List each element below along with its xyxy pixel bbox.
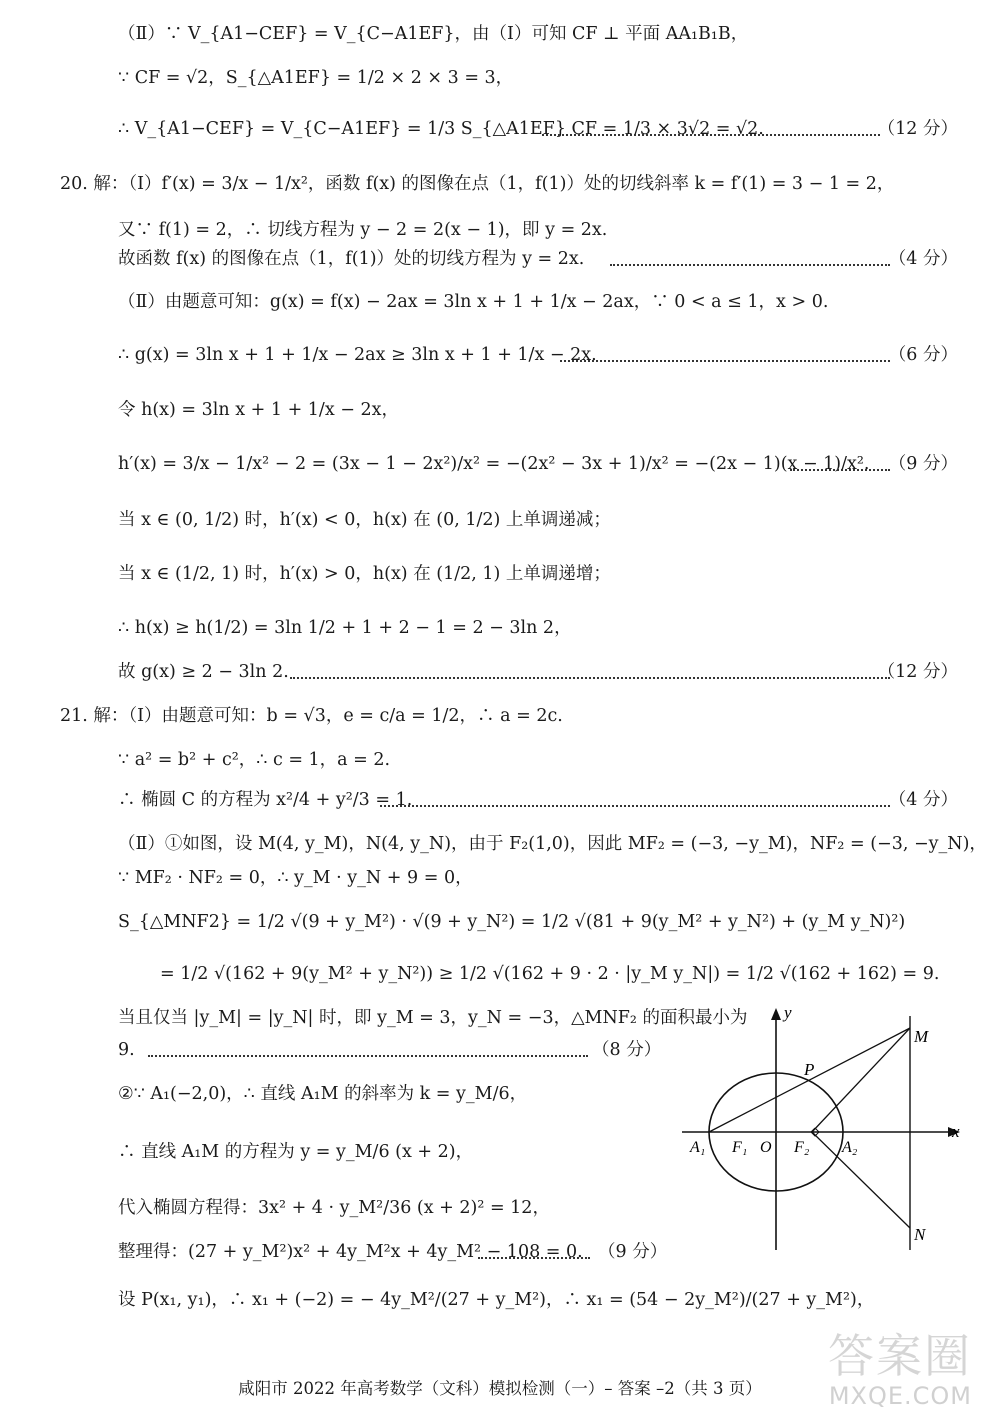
y-axis-arrow [771,1008,781,1020]
label-f2: F₂ [794,1139,810,1156]
line-13: ∴ h(x) ≥ h(1/2) = 3ln 1/2 + 1 + 2 − 1 = 2 − 3ln 2， [118,618,572,638]
line-28: 设 P(x₁, y₁)，∴ x₁ + (−2) = − 4y_M²/(27 + y_M²)，∴ x₁ = (54 − 2y_M²)/(27 + y_M²)， [118,1290,875,1310]
leader-dots [610,264,890,266]
line-16: ∵ a² = b² + c²，∴ c = 1，a = 2. [118,750,391,770]
watermark-text: 答案圈 [828,1329,972,1383]
leader-dots [380,805,890,807]
score-6: （6 分） [888,345,958,365]
line-21: = 1/2 √(162 + 9(y_M² + y_N²)) ≥ 1/2 √(162 + 9 · 2 · |y_M y_N|) = 1/2 √(162 + 162) = 9. [160,964,940,984]
score-9-b: （9 分） [598,1242,668,1262]
line-18: （Ⅱ）①如图，设 M(4, y_M)，N(4, y_N)，由于 F₂(1,0)，因此 MF₂ = (−3, −y_M)，NF₂ = (−3, −y_N)， [118,834,987,854]
label-n: N [914,1225,926,1244]
line-2: ∵ CF = √2，S_{△A1EF} = 1/2 × 2 × 3 = 3， [118,68,514,88]
line-22: 当且仅当 |y_M| = |y_N| 时，即 y_M = 3，y_N = −3，△MNF₂ 的面积最小为 [118,1008,748,1028]
line-20: S_{△MNF2} = 1/2 √(9 + y_M²) · √(9 + y_N²) = 1/2 √(81 + 9(y_M² + y_N²) + (y_M y_N)²) [118,912,906,932]
line-19: ∵ MF₂ · NF₂ = 0，∴ y_M · y_N + 9 = 0， [118,868,473,888]
line-25: ∴ 直线 A₁M 的方程为 y = y_M/6 (x + 2)， [118,1142,474,1162]
leader-dots [790,469,890,471]
label-m: M [914,1027,929,1046]
line-f2-n [812,1132,910,1228]
line-6: 故函数 f(x) 的图像在点（1，f(1)）处的切线方程为 y = 2x. [118,249,585,269]
line-f2-m [812,1028,910,1132]
label-f1: F₁ [732,1139,748,1156]
line-10: h′(x) = 3/x − 1/x² − 2 = (3x − 1 − 2x²)/x² = −(2x² − 3x + 1)/x² = −(2x − 1)(x − 1)/x². [118,454,870,474]
score-9-a: （9 分） [888,454,958,474]
line-17: ∴ 椭圆 C 的方程为 x²/4 + y²/3 = 1. [118,790,413,810]
line-5: 又∵ f(1) = 2，∴ 切线方程为 y − 2 = 2(x − 1)，即 y = 2x. [118,220,608,240]
label-y: y [784,1003,792,1022]
line-23: 9. [118,1040,135,1060]
line-7: （Ⅱ）由题意可知：g(x) = f(x) − 2ax = 3ln x + 1 + 1/x − 2ax，∵ 0 < a ≤ 1，x > 0. [118,292,829,312]
line-11: 当 x ∈ (0, 1/2) 时，h′(x) < 0，h(x) 在 (0, 1/2) 上单调递减； [118,510,611,530]
leader-dots [478,1257,590,1259]
line-3: ∴ V_{A1−CEF} = V_{C−A1EF} = 1/3 S_{△A1EF} CF = 1/3 × 3√2 = √2. [118,119,764,139]
line-9: 令 h(x) = 3ln x + 1 + 1/x − 2x， [118,400,399,420]
label-o: O [760,1139,772,1156]
line-12: 当 x ∈ (1/2, 1) 时，h′(x) > 0，h(x) 在 (1/2, 1) 上单调递增； [118,564,611,584]
leader-dots [290,677,890,679]
leader-dots [148,1055,588,1057]
score-12-b: （12 分） [877,662,958,682]
watermark-url: MXQE.COM [828,1382,972,1410]
label-x: x [952,1122,960,1141]
line-14: 故 g(x) ≥ 2 − 3ln 2. [118,662,289,682]
leader-dots [560,360,890,362]
line-26: 代入椭圆方程得：3x² + 4 · y_M²/36 (x + 2)² = 12， [118,1198,550,1218]
score-4-b: （4 分） [888,790,958,810]
label-p: P [804,1060,815,1079]
page-footer: 咸阳市 2022 年高考数学（文科）模拟检测（一）– 答案 –2（共 3 页） [238,1379,762,1398]
leader-dots [542,134,880,136]
ellipse-figure [676,998,968,1260]
score-8: （8 分） [592,1040,662,1060]
line-24: ②∵ A₁(−2,0)，∴ 直线 A₁M 的斜率为 k = y_M/6， [118,1084,528,1104]
score-4-a: （4 分） [888,249,958,269]
line-1: （Ⅱ）∵ V_{A1−CEF} = V_{C−A1EF}，由（Ⅰ）可知 CF ⊥ 平面 AA₁B₁B， [118,24,749,44]
label-a1: A₁ [690,1139,706,1156]
line-15: 21. 解：（Ⅰ）由题意可知：b = √3，e = c/a = 1/2，∴ a = 2c. [60,706,563,726]
label-a2: A₂ [842,1139,858,1156]
line-a1-m [709,1028,910,1132]
score-12-a: （12 分） [877,119,958,139]
line-27: 整理得：(27 + y_M²)x² + 4y_M²x + 4y_M² − 108 = 0. [118,1242,583,1262]
line-4: 20. 解：（Ⅰ）f′(x) = 3/x − 1/x²，函数 f(x) 的图像在点（1，f(1)）处的切线斜率 k = f′(1) = 3 − 1 = 2， [60,174,895,194]
line-8: ∴ g(x) = 3ln x + 1 + 1/x − 2ax ≥ 3ln x + 1 + 1/x − 2x. [118,345,597,365]
